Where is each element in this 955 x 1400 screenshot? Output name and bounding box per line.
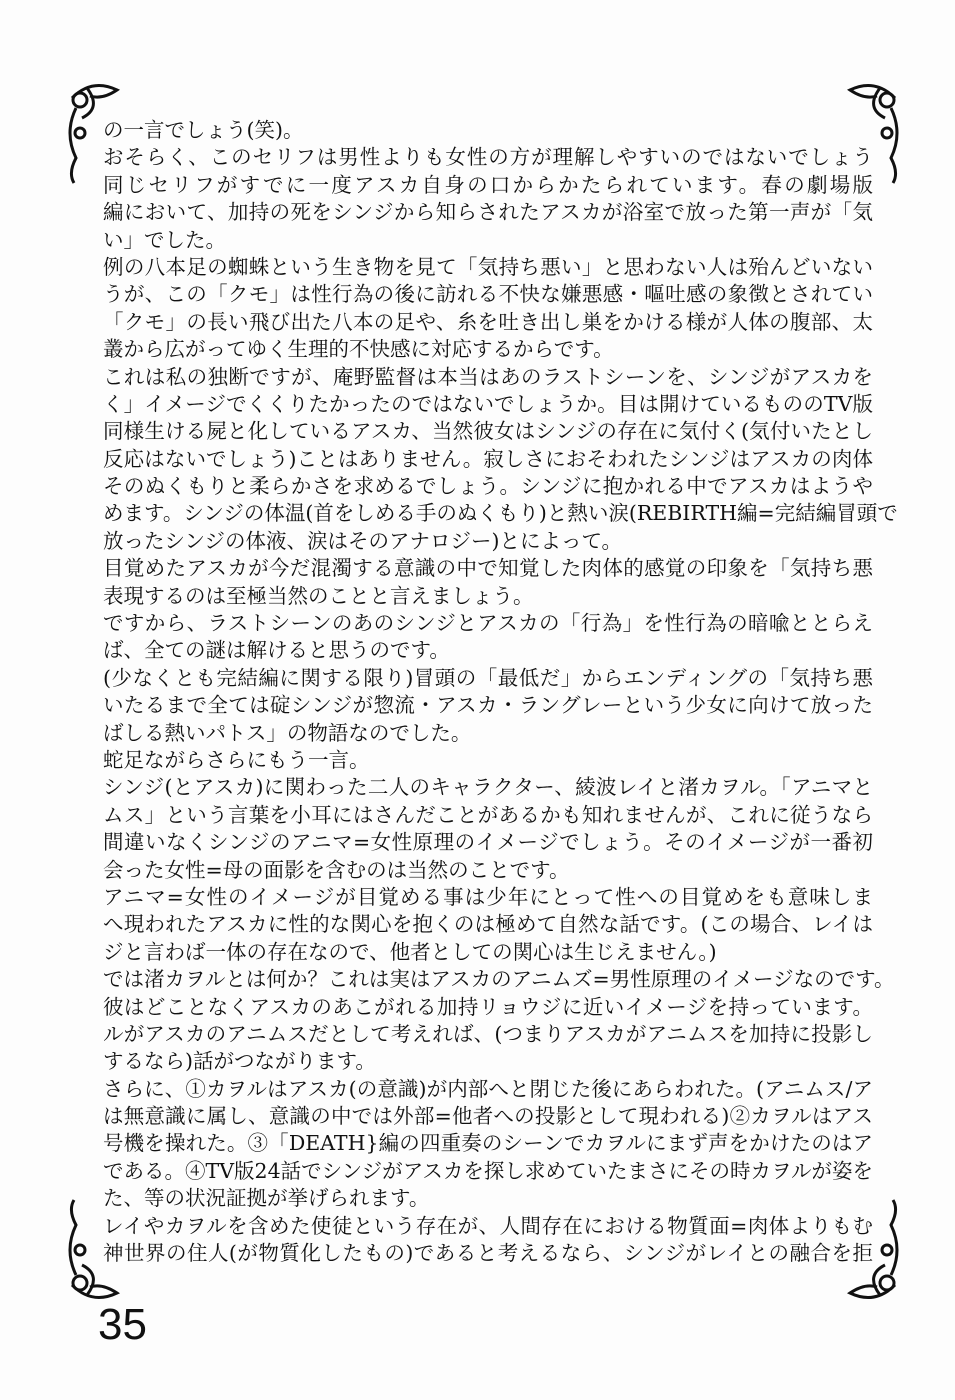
text-line: では渚カヲルとは何か？これは実はアスカのアニムズ=男性原理のイメージなのです。 [103, 967, 895, 992]
text-line: い」でした。 [103, 227, 226, 252]
text-line: さらに、①カヲルはアスカ(の意識)が内部へと閉じた後にあらわれた。(アニムス/ア [103, 1076, 873, 1101]
text-line: 号機を操れた。③「DEATH}編の四重奏のシーンでカヲルにまず声をかけたのはア [103, 1131, 873, 1156]
text-line: (少なくとも完結編に関する限り)冒頭の「最低だ」からエンディングの「気持ち悪 [103, 665, 873, 690]
text-line: である。④TV版24話でシンジがアスカを探し求めていたまさにその時カヲルが姿を [103, 1158, 873, 1183]
text-line: ですから、ラストシーンのあのシンジとアスカの「行為」を性行為の暗喩ととらえ [103, 611, 873, 636]
text-line: そのぬくもりと柔らかさを求めるでしょう。シンジに抱かれる中でアスカはようや [103, 474, 873, 499]
text-line: いたるまで全ては碇シンジが惣流・アスカ・ラングレーという少女に向けて放った [103, 693, 873, 718]
text-line: 反応はないでしょう)ことはありません。寂しさにおそわれたシンジはアスカの肉体 [103, 446, 873, 471]
text-line: 神世界の住人(が物質化したもの)であると考えるなら、シンジがレイとの融合を拒 [103, 1241, 873, 1266]
text-line: ばしる熱いパトス」の物語なのでした。 [103, 720, 472, 745]
text-line: 編において、加持の死をシンジから知らされたアスカが浴室で放った第一声が「気 [103, 200, 873, 225]
text-line: するなら)話がつながります。 [103, 1049, 376, 1074]
text-line: めます。シンジの体温(首をしめる手のぬくもり)と熱い涙(REBIRTH編=完結編冒頭で [103, 501, 898, 526]
text-line: シンジ(とアスカ)に関わった二人のキャラクター、綾波レイと渚カヲル。「アニマと [103, 775, 873, 800]
body-text [103, 117, 898, 1267]
text-line: 蛇足ながらさらにもう一言。 [103, 747, 370, 772]
text-line: 会った女性=母の面影を含むのは当然のことです。 [103, 857, 570, 882]
text-line: の一言でしょう(笑)。 [103, 118, 304, 142]
text-line: 「クモ」の長い飛び出た八本の足や、糸を吐き出し巣をかける様が人体の腹部、太 [103, 309, 873, 334]
text-line: ば、全ての謎は解けると思うのです。 [103, 638, 450, 663]
text-line: 同じセリフがすでに一度アスカ自身の口からかたられています。春の劇場版 [103, 172, 873, 197]
text-line: ジと言わば一体の存在なので、他者としての関心は生じえません。) [103, 939, 717, 964]
text-line: これは私の独断ですが、庵野監督は本当はあのラストシーンを、シンジがアスカを [103, 364, 873, 389]
text-line: うが、この「クモ」は性行為の後に訪れる不快な嫌悪感・嘔吐感の象徴とされてい [103, 282, 873, 307]
text-line: 表現するのは至極当然のことと言えましょう。 [103, 583, 534, 608]
text-line: 間違いなくシンジのアニマ=女性原理のイメージでしょう。そのイメージが一番初 [103, 830, 873, 855]
text-line: 目覚めたアスカが今だ混濁する意識の中で知覚した肉体的感覚の印象を「気持ち悪 [103, 556, 873, 581]
text-line: た、等の状況証拠が挙げられます。 [103, 1186, 430, 1211]
text-line: アニマ=女性のイメージが目覚める事は少年にとって性への目覚めをも意味しま [103, 884, 873, 909]
page-number: 35 [98, 1300, 147, 1349]
text-line: 同様生ける屍と化しているアスカ、当然彼女はシンジの存在に気付く(気付いたとし [103, 419, 873, 444]
text-line: 放ったシンジの体液、涙はそのアナロジー)とによって。 [103, 528, 623, 553]
text-line: ルがアスカのアニムスだとして考えれば、(つまりアスカがアニムスを加持に投影し [103, 1021, 873, 1046]
text-line: は無意識に属し、意識の中では外部=他者への投影として現われる)②カヲルはアス [103, 1104, 873, 1129]
text-line: おそらく、このセリフは男性よりも女性の方が理解しやすいのではないでしょう [103, 145, 873, 170]
text-line: 例の八本足の蜘蛛という生き物を見て「気持ち悪い」と思わない人は殆んどいない [103, 254, 873, 279]
text-line: く」イメージでくくりたかったのではないでしょうか。目は開けているもののTV版 [103, 391, 873, 416]
text-line: レイやカヲルを含めた使徒という存在が、人間存在における物質面=肉体よりもむ [103, 1213, 873, 1238]
text-line: ムス」という言葉を小耳にはさんだことがあるかも知れませんが、これに従うなら [103, 802, 873, 827]
text-line: 叢から広がってゆく生理的不快感に対応するからです。 [103, 337, 614, 362]
text-line: 彼はどことなくアスカのあこがれる加持リョウジに近いイメージを持っています。 [103, 994, 873, 1019]
text-line: へ現われたアスカに性的な関心を抱くのは極めて自然な話です。(この場合、レイは [103, 912, 873, 937]
